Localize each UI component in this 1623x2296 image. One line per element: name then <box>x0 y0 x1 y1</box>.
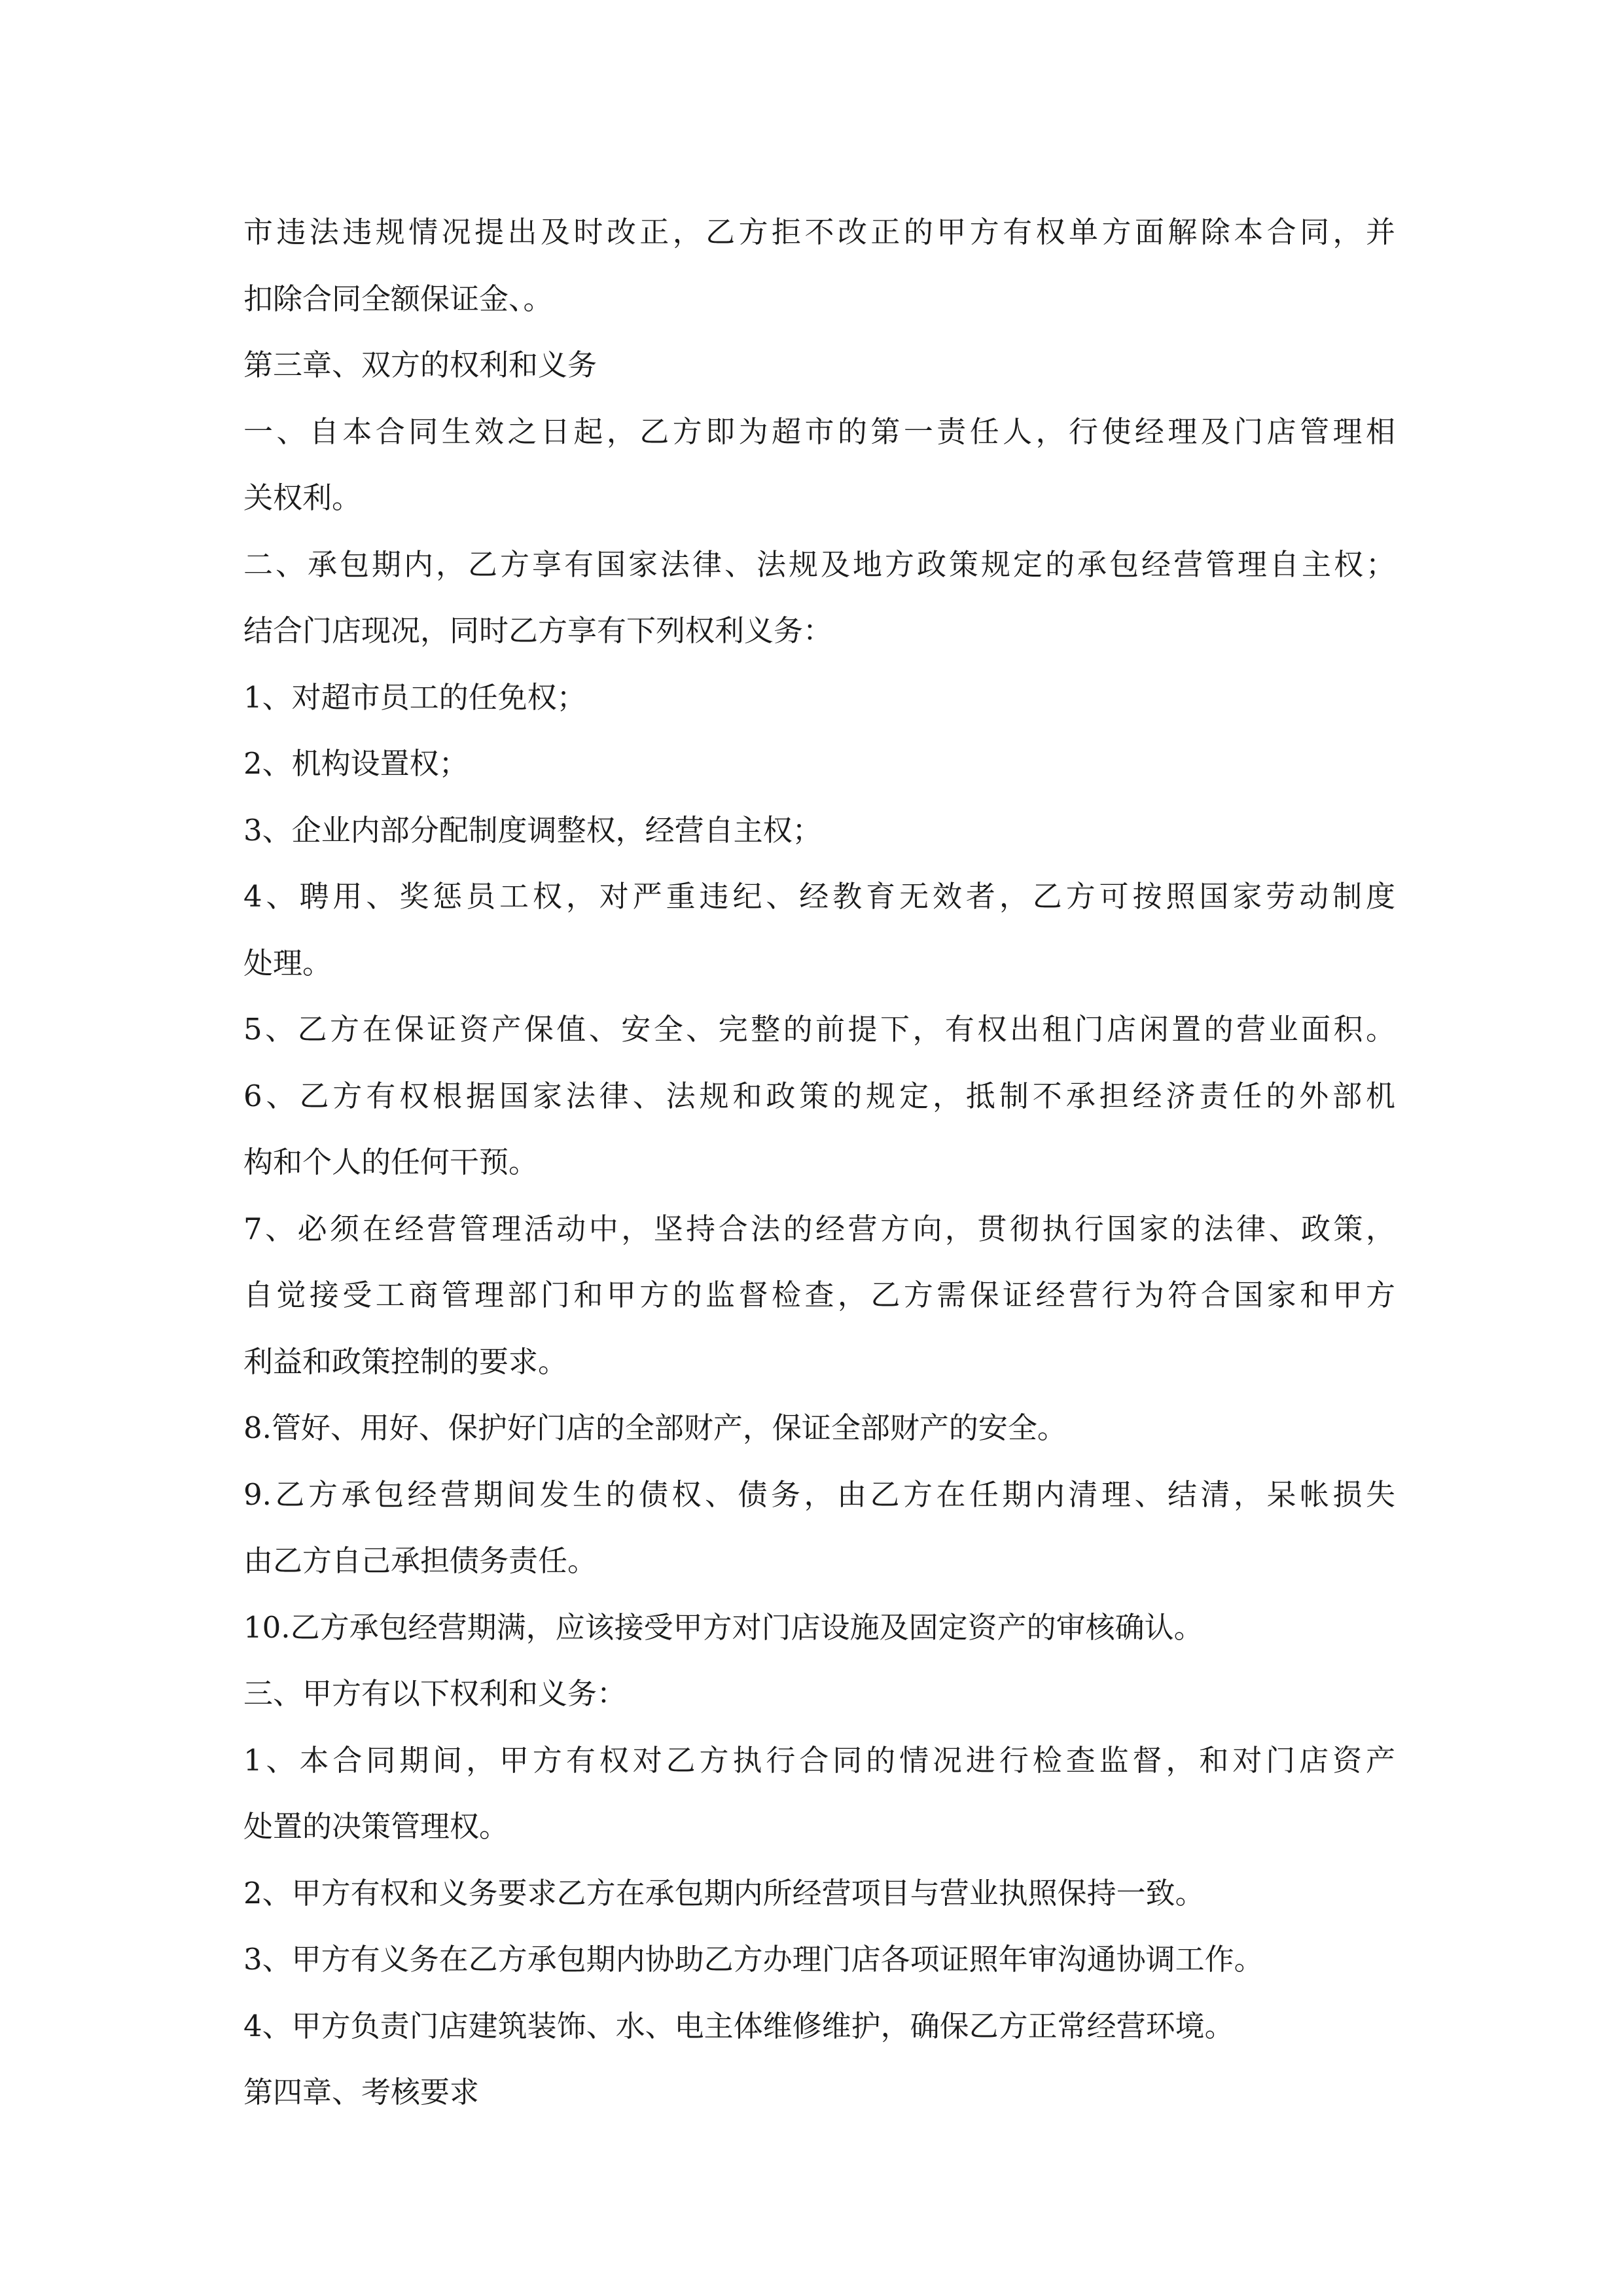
chapter-heading: 第四章、考核要求 <box>243 2075 480 2109</box>
text-line: 二、承包期内，乙方享有国家法律、法规及地方政策规定的承包经营管理自主权； <box>243 547 1395 582</box>
list-item: 3、企业内部分配制度调整权，经营自主权； <box>243 812 822 848</box>
list-item: 4、聘用、奖惩员工权，对严重违纪、经教育无效者，乙方可按照国家劳动制度 <box>243 879 1395 914</box>
list-item: 7、必须在经营管理活动中，坚持合法的经营方向，贯彻执行国家的法律、政策， <box>243 1211 1395 1246</box>
section-heading: 三、甲方有以下权利和义务： <box>243 1676 627 1711</box>
list-item: 6、乙方有权根据国家法律、法规和政策的规定，抵制不承担经济责任的外部机 <box>243 1078 1395 1113</box>
list-item: 2、机构设置权； <box>243 746 469 781</box>
list-item: 1、本合同期间，甲方有权对乙方执行合同的情况进行检查监督，和对门店资产 <box>243 1742 1395 1778</box>
list-item: 1、对超市员工的任免权； <box>243 679 586 715</box>
list-item: 3、甲方有义务在乙方承包期内协助乙方办理门店各项证照年审沟通协调工作。 <box>243 1942 1264 1977</box>
text-line: 结合门店现况，同时乙方享有下列权利义务： <box>243 613 833 648</box>
list-item: 8.管好、用好、保护好门店的全部财产，保证全部财产的安全。 <box>243 1410 1067 1445</box>
text-line: 市违法违规情况提出及时改正，乙方拒不改正的甲方有权单方面解除本合同，并 <box>243 215 1395 249</box>
text-line: 处理。 <box>243 945 332 980</box>
text-line: 利益和政策控制的要求。 <box>243 1344 568 1379</box>
text-line: 扣除合同全额保证金、。 <box>243 281 553 316</box>
list-item: 5、乙方在保证资产保值、安全、完整的前提下，有权出租门店闲置的营业面积。 <box>243 1012 1395 1047</box>
text-line: 构和个人的任何干预。 <box>243 1145 539 1179</box>
list-item: 2、甲方有权和义务要求乙方在承包期内所经营项目与营业执照保持一致。 <box>243 1875 1205 1910</box>
text-line: 关权利。 <box>243 480 362 515</box>
list-item: 9.乙方承包经营期间发生的债权、债务，由乙方在任期内清理、结清，呆帐损失 <box>243 1477 1395 1512</box>
list-item: 10.乙方承包经营期满，应该接受甲方对门店设施及固定资产的审核确认。 <box>243 1609 1204 1645</box>
text-line: 由乙方自己承担债务责任。 <box>243 1543 597 1578</box>
text-line: 自觉接受工商管理部门和甲方的监督检查，乙方需保证经营行为符合国家和甲方 <box>243 1278 1395 1312</box>
list-item: 4、甲方负责门店建筑装饰、水、电主体维修维护，确保乙方正常经营环境。 <box>243 2008 1234 2043</box>
text-line: 处置的决策管理权。 <box>243 1809 509 1844</box>
contract-text-body <box>243 199 1395 2126</box>
text-line: 一、自本合同生效之日起，乙方即为超市的第一责任人，行使经理及门店管理相 <box>243 414 1395 449</box>
chapter-heading: 第三章、双方的权利和义务 <box>243 348 597 382</box>
